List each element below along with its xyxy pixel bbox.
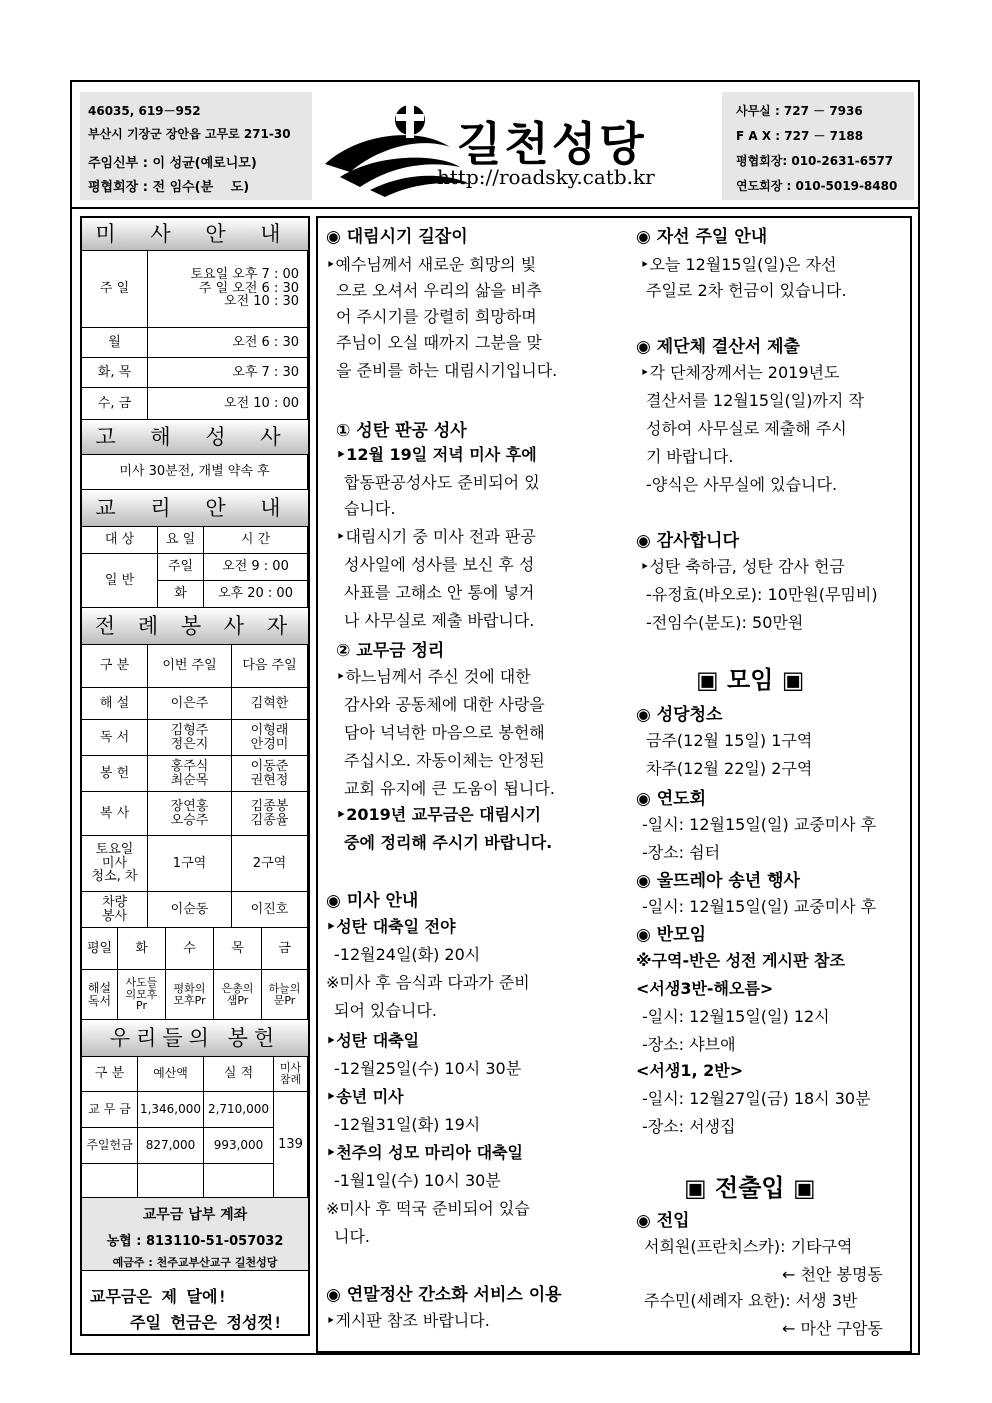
- sunday-label: 주 일: [82, 250, 148, 328]
- offering-h2: 예산액: [138, 1056, 204, 1092]
- catechism-day-2: 화: [158, 581, 204, 608]
- offering-attendance-value: 139: [278, 1136, 303, 1152]
- tue-thu-label: 화, 목: [82, 358, 148, 388]
- transfer-title: ▣ 전출입 ▣: [684, 1174, 816, 1202]
- ban-line-1: ※구역-반은 성전 게시판 참조: [636, 951, 845, 970]
- weekday-c2: 평화의 모후Pr: [166, 970, 214, 1020]
- weekday-c1: 사도들 의모후 Pr: [118, 970, 166, 1020]
- pastor: 주임신부 : 이 성균(예로니모): [88, 156, 257, 171]
- servers-role-4: 복 사: [82, 792, 148, 836]
- servers-this-2: 김형주 정은지: [148, 720, 232, 756]
- report-line-2: 결산서를 12월15일(일)까지 작: [646, 391, 864, 410]
- mass-info-10: -1월1일(수) 10시 30분: [334, 1171, 501, 1190]
- advent-line-5: 을 준비를 하는 대림시기입니다.: [336, 361, 558, 380]
- report-line-3: 성하여 사무실로 제출해 주시: [646, 419, 847, 438]
- weekday-c4: 하늘의 문Pr: [262, 970, 308, 1020]
- servers-this-1: 이은주: [148, 688, 232, 720]
- thanks-line-2: -유정효(바오로): 10만원(무밈비): [646, 585, 878, 604]
- weekday-h3: 목: [214, 928, 262, 970]
- servers-this-4: 장연홍 오승주: [148, 792, 232, 836]
- due-line-5: 교회 유지에 큰 도움이 됩니다.: [344, 779, 555, 798]
- ban-line-5: <서생1, 2반>: [636, 1061, 744, 1080]
- servers-h3: 다음 주일: [232, 644, 308, 688]
- transfer-in-title: ◉ 전입: [636, 1211, 690, 1231]
- mass-info-8: -12월31일(화) 19시: [334, 1115, 481, 1134]
- catechism-h3: 시 간: [204, 526, 308, 554]
- due-line-2: 감사와 공동체에 대한 사랑을: [344, 695, 545, 714]
- yeon-title: ◉ 연도회: [636, 789, 707, 809]
- catechism-h2: 요 일: [158, 526, 204, 554]
- mass-info-title: ◉ 미사 안내: [326, 891, 419, 911]
- due-line-7: 중에 정리해 주시기 바랍니다.: [344, 833, 553, 852]
- slogan-1: 교무금은 제 달에!: [90, 1287, 228, 1306]
- sunday-time-3: 오전 10 : 30: [224, 294, 299, 310]
- offering-row1-label: 교 무 금: [82, 1092, 138, 1128]
- mass-info-3: ※미사 후 음식과 다과가 준비: [326, 973, 530, 992]
- servers-next-4: 김종봉 김종율: [232, 792, 308, 836]
- wed-fri-label: 수, 금: [82, 388, 148, 420]
- due-title: ② 교무금 정리: [336, 641, 445, 661]
- mass-info-4: 되어 있습니다.: [334, 1001, 437, 1020]
- catechism-title: 교 리 안 내: [82, 490, 308, 527]
- church-name: 길천성당: [457, 117, 647, 171]
- sunday-times: [148, 250, 308, 328]
- advent-line-2: 으로 오셔서 우리의 삶을 비추: [336, 281, 542, 300]
- church-url[interactable]: http://roadsky.catb.kr: [437, 165, 655, 189]
- catechism-h1: 대 상: [82, 526, 158, 554]
- advent-line-4: 주님이 오실 때까지 그분을 맞: [336, 333, 542, 352]
- servers-h1: 구 분: [82, 644, 148, 688]
- transfer-in-1: 서희원(프란치스카): 기타구역: [644, 1237, 853, 1256]
- sidebar: [80, 216, 310, 1336]
- mon-label: 월: [82, 328, 148, 358]
- mon-time: 오전 6 : 30: [148, 328, 308, 358]
- sunday-time-1: 토요일 오후 7 : 00: [190, 267, 299, 283]
- servers-role-3: 봉 헌: [82, 756, 148, 792]
- council-phone: 평협회장: 010-2631-6577: [736, 154, 894, 168]
- clean-line-1: 금주(12월 15일) 1구역: [646, 731, 813, 750]
- header-info-right: [722, 92, 914, 200]
- charity-title: ◉ 자선 주일 안내: [636, 227, 768, 247]
- thanks-line-1: ‣성탄 축하금, 성탄 감사 헌금: [640, 557, 845, 576]
- yeon-line-1: -일시: 12월15일(일) 교중미사 후: [642, 815, 877, 834]
- conf-title: ① 성탄 판공 성사: [336, 421, 467, 441]
- address: 부산시 기장군 장안읍 고무로 271-30: [88, 127, 291, 141]
- tax-title: ◉ 연말정산 간소화 서비스 이용: [326, 1285, 562, 1305]
- due-line-1: ‣하느님께서 주신 것에 대한: [336, 667, 531, 686]
- conf-line-3: 습니다.: [344, 499, 396, 518]
- offering-row2-actual: 993,000: [204, 1128, 274, 1164]
- ban-line-6: -일시: 12월27일(금) 18시 30분: [642, 1089, 871, 1108]
- conf-line-6: 사표를 고해소 안 통에 넣거: [344, 583, 535, 602]
- offering-row2-budget: 827,000: [138, 1128, 204, 1164]
- account-holder: 예금주 : 천주교부산교구 길천성당: [112, 1256, 278, 1269]
- offering-empty-2: [138, 1164, 204, 1198]
- conf-line-5: 성사일에 성사를 보신 후 성: [344, 555, 535, 574]
- meeting-title: ▣ 모임 ▣: [696, 666, 805, 694]
- catechism-time-1: 오전 9 : 00: [204, 554, 308, 581]
- confession-text: 미사 30분전, 개별 약속 후: [82, 454, 308, 490]
- weekday-h4: 금: [262, 928, 308, 970]
- servers-title: 전 례 봉 사 자: [82, 608, 308, 645]
- report-line-5: -양식은 사무실에 있습니다.: [646, 475, 838, 494]
- servers-role-6: 차량 봉사: [82, 892, 148, 928]
- clean-line-2: 차주(12월 22일) 2구역: [646, 759, 813, 778]
- transfer-in-4: ← 마산 구암동: [782, 1319, 883, 1338]
- offering-h4: 미사 참례: [274, 1056, 308, 1092]
- weekday-c0: 해설 독서: [82, 970, 118, 1020]
- thanks-line-3: -전임수(분도): 50만원: [646, 613, 804, 632]
- mass-info-5: ‣성탄 대축일: [326, 1031, 420, 1050]
- address-code: 46035, 619－952: [88, 104, 201, 118]
- offering-row1-actual: 2,710,000: [204, 1092, 274, 1128]
- advent-title: ◉ 대림시기 길잡이: [326, 227, 468, 247]
- ban-line-7: -장소: 서생집: [642, 1117, 736, 1136]
- ul-line-1: -일시: 12월15일(일) 교중미사 후: [642, 897, 877, 916]
- council-president: 평협회장 : 전 임수(분 도): [88, 180, 250, 195]
- catechism-group: 일 반: [82, 554, 158, 608]
- tue-thu-time: 오후 7 : 30: [148, 358, 308, 388]
- servers-this-6: 이순동: [148, 892, 232, 928]
- sunday-time-2: 주 일 오전 6 : 30: [198, 280, 299, 296]
- weekday-h1: 화: [118, 928, 166, 970]
- servers-role-1: 해 설: [82, 688, 148, 720]
- account-number: 농협 : 813110-51-057032: [106, 1234, 284, 1249]
- servers-h2: 이번 주일: [148, 644, 232, 688]
- advent-line-3: 어 주시기를 강렬히 희망하며: [336, 307, 537, 326]
- offering-h3: 실 적: [204, 1056, 274, 1092]
- conf-line-4: ‣대림시기 중 미사 전과 판공: [336, 527, 536, 546]
- servers-role-5: 토요일 미사 청소, 차: [82, 836, 148, 892]
- weekday-h2: 수: [166, 928, 214, 970]
- offering-h1: 구 분: [82, 1056, 138, 1092]
- catechism-time-2: 오후 20 : 00: [204, 581, 308, 608]
- account-title: 교무금 납부 계좌: [142, 1207, 248, 1223]
- conf-line-2: 합동판공성사도 준비되어 있: [344, 473, 540, 492]
- weekday-h0: 평일: [82, 928, 118, 970]
- header-divider: [72, 207, 918, 209]
- ban-line-3: -일시: 12월15일(일) 12시: [642, 1007, 830, 1026]
- yeondo-phone: 연도회장 : 010-5019-8480: [736, 179, 898, 193]
- mass-info-12: 니다.: [334, 1227, 370, 1246]
- servers-this-3: 홍주식 최순목: [148, 756, 232, 792]
- account-box: [82, 1198, 308, 1271]
- fax: F A X : 727 － 7188: [736, 129, 864, 143]
- ul-title: ◉ 울뜨레아 송년 행사: [636, 871, 800, 891]
- charity-line-2: 주일로 2차 헌금이 있습니다.: [646, 281, 847, 300]
- servers-next-3: 이동준 권현정: [232, 756, 308, 792]
- due-line-3: 담아 넉넉한 마음으로 봉헌해: [344, 723, 545, 742]
- ban-title: ◉ 반모임: [636, 925, 707, 945]
- report-line-4: 기 바랍니다.: [646, 447, 734, 466]
- report-line-1: ‣각 단체장께서는 2019년도: [640, 363, 840, 382]
- servers-this-5: 1구역: [148, 836, 232, 892]
- weekday-c3: 은총의 샘Pr: [214, 970, 262, 1020]
- due-line-6: ‣2019년 교무금은 대림시기: [336, 805, 542, 824]
- transfer-in-3: 주수민(세례자 요한): 서생 3반: [644, 1291, 858, 1310]
- ban-line-4: -장소: 샤브애: [642, 1035, 736, 1054]
- transfer-in-2: ← 천안 봉명동: [782, 1265, 883, 1284]
- office-phone: 사무실 : 727 － 7936: [736, 104, 863, 118]
- offering-empty-1: [82, 1164, 138, 1198]
- mass-info-2: -12월24일(화) 20시: [334, 945, 481, 964]
- ban-line-2: <서생3반-해오름>: [636, 979, 774, 998]
- offering-row2-label: 주일헌금: [82, 1128, 138, 1164]
- catechism-day-1: 주일: [158, 554, 204, 581]
- offering-empty-3: [204, 1164, 274, 1198]
- yeon-line-2: -장소: 쉼터: [642, 843, 721, 862]
- offering-attendance: [274, 1092, 308, 1198]
- servers-next-1: 김혁한: [232, 688, 308, 720]
- charity-line-1: ‣오늘 12월15일(일)은 자선: [640, 255, 837, 274]
- servers-next-6: 이진호: [232, 892, 308, 928]
- mass-info-11: ※미사 후 떡국 준비되어 있습: [326, 1199, 530, 1218]
- servers-next-2: 이형래 안경미: [232, 720, 308, 756]
- slogan-2: 주일 헌금은 정성껏!: [130, 1313, 283, 1332]
- mass-title: 미 사 안 내: [82, 218, 308, 251]
- thanks-title: ◉ 감사합니다: [636, 531, 739, 551]
- servers-role-2: 독 서: [82, 720, 148, 756]
- mass-info-1: ‣성탄 대축일 전야: [326, 917, 456, 936]
- wed-fri-time: 오전 10 : 00: [148, 388, 308, 420]
- due-line-4: 주십시오. 자동이체는 안정된: [344, 751, 545, 770]
- header-info-left: [80, 92, 312, 200]
- servers-next-5: 2구역: [232, 836, 308, 892]
- confession-title: 고 해 성 사: [82, 420, 308, 455]
- advent-line-1: ‣예수님께서 새로운 희망의 빛: [326, 255, 537, 274]
- mass-info-9: ‣천주의 성모 마리아 대축일: [326, 1143, 523, 1162]
- clean-title: ◉ 성당청소: [636, 705, 723, 725]
- conf-line-7: 나 사무실로 제출 바랍니다.: [344, 611, 535, 630]
- offering-title: 우리들의 봉헌: [82, 1020, 308, 1057]
- offering-row1-budget: 1,346,000: [138, 1092, 204, 1128]
- conf-line-1: ‣12월 19일 저녁 미사 후에: [336, 445, 537, 464]
- mass-info-7: ‣송년 미사: [326, 1087, 404, 1106]
- report-title: ◉ 제단체 결산서 제출: [636, 337, 800, 357]
- mass-info-6: -12월25일(수) 10시 30분: [334, 1059, 522, 1078]
- tax-line: ‣게시판 참조 바랍니다.: [326, 1311, 490, 1330]
